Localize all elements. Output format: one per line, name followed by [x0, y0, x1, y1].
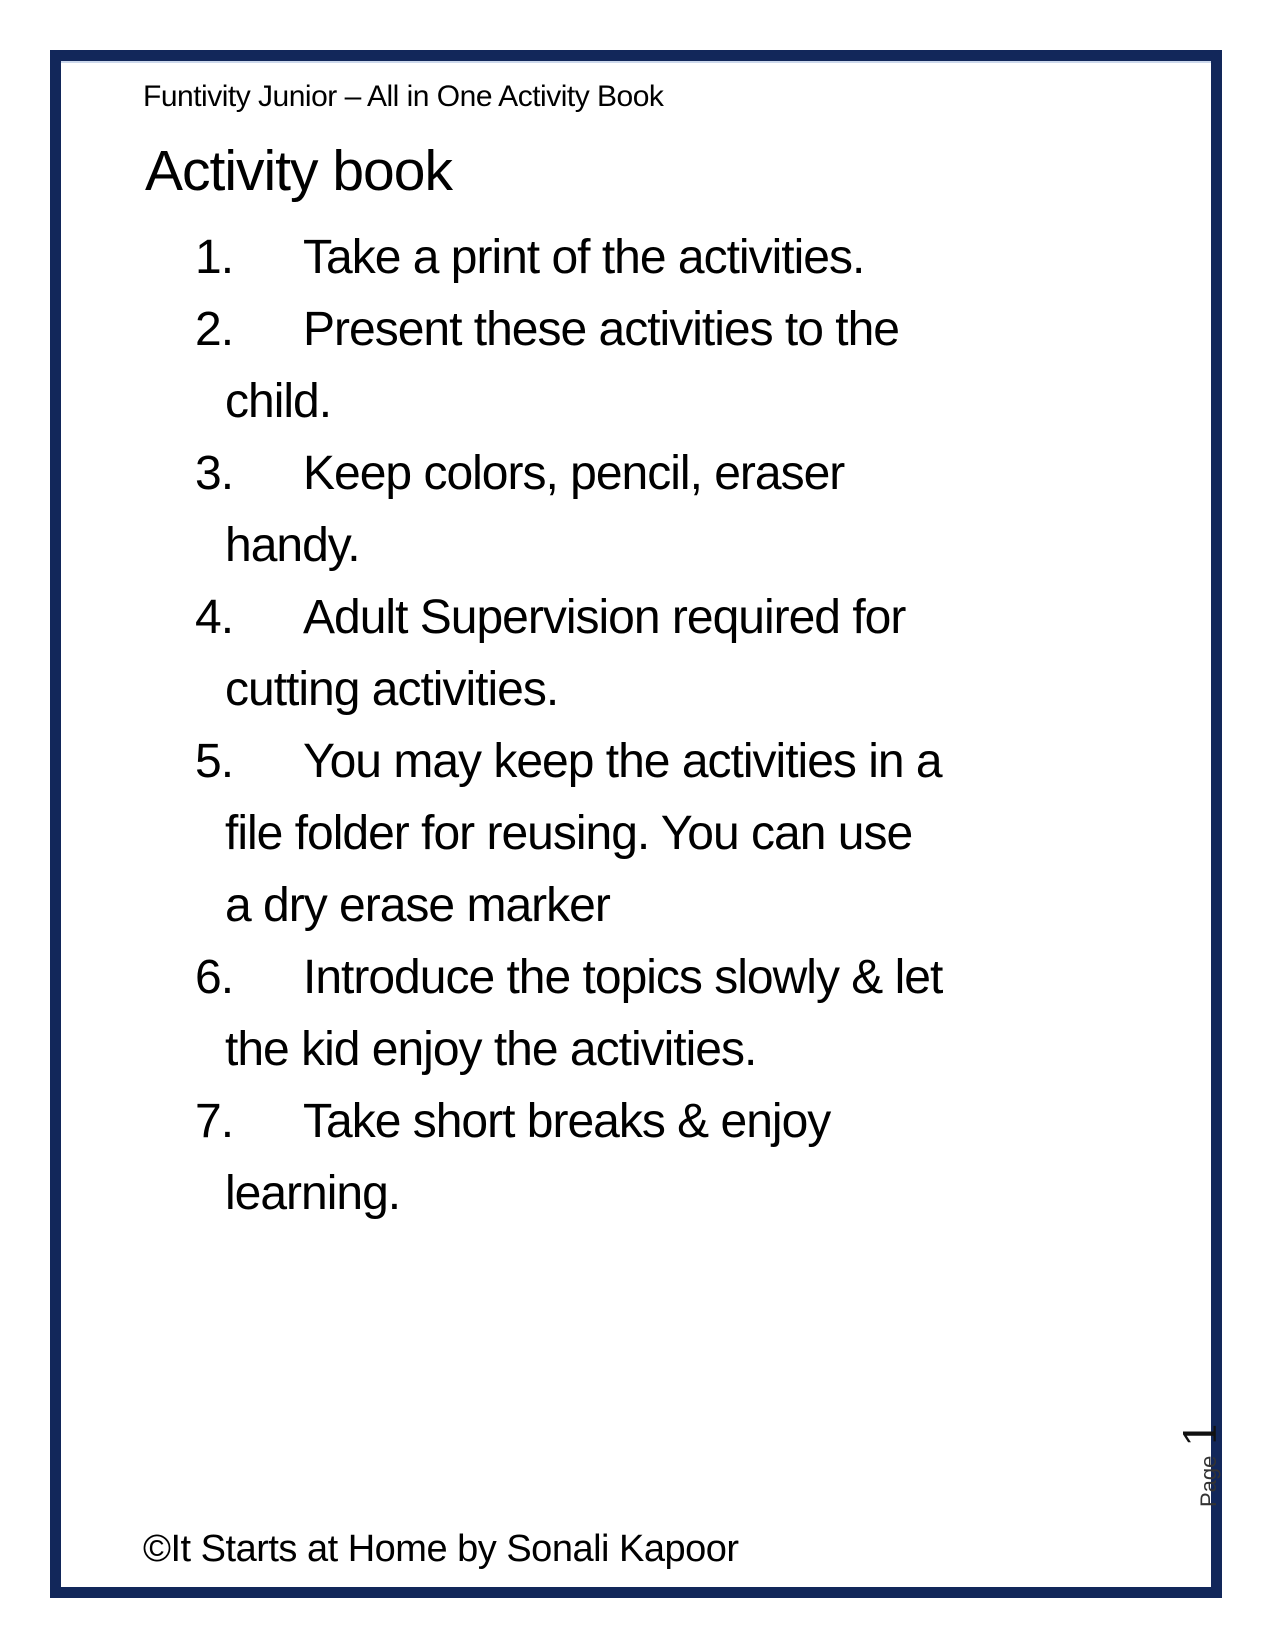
list-item-text: file folder for reusing. You can use — [225, 807, 913, 860]
list-item-text: Introduce the topics slowly & let — [303, 951, 943, 1004]
list-item-number: 5. — [195, 735, 234, 788]
page-title: Activity book — [145, 139, 452, 203]
list-item-number: 6. — [195, 951, 234, 1004]
list-item-text: Keep colors, pencil, eraser — [303, 447, 845, 500]
list-item-text: Take a print of the activities. — [303, 231, 865, 284]
list-item-text: Adult Supervision required for — [303, 591, 906, 644]
list-item-text: the kid enjoy the activities. — [225, 1023, 757, 1076]
list-item-text: Present these activities to the — [303, 303, 899, 356]
list-item-number: 2. — [195, 303, 234, 356]
list-item — [143, 438, 1163, 582]
activity-list — [143, 222, 1163, 1230]
list-item-number: 7. — [195, 1095, 234, 1148]
page-word: Page — [1196, 1455, 1221, 1507]
document-footer: ©It Starts at Home by Sonali Kapoor — [143, 1528, 739, 1570]
list-item-number: 3. — [195, 447, 234, 500]
page-number-label — [1176, 1417, 1227, 1507]
document-header: Funtivity Junior – All in One Activity Book — [143, 80, 664, 113]
list-item-text: Take short breaks & enjoy — [303, 1095, 831, 1148]
list-item — [143, 582, 1163, 726]
list-item — [143, 942, 1163, 1086]
page-number: 1 — [1176, 1419, 1227, 1448]
list-item — [143, 1086, 1163, 1230]
list-item-text: learning. — [225, 1167, 401, 1220]
list-item-number: 4. — [195, 591, 234, 644]
list-item-text: You may keep the activities in a — [303, 735, 942, 788]
list-item-number: 1. — [195, 231, 234, 284]
list-item-text: cutting activities. — [225, 663, 559, 716]
list-item-text: child. — [225, 375, 332, 428]
list-item-text: a dry erase marker — [225, 879, 610, 932]
list-item — [143, 294, 1163, 438]
list-item-text: handy. — [225, 519, 360, 572]
list-item — [143, 222, 1163, 294]
list-item — [143, 726, 1163, 942]
